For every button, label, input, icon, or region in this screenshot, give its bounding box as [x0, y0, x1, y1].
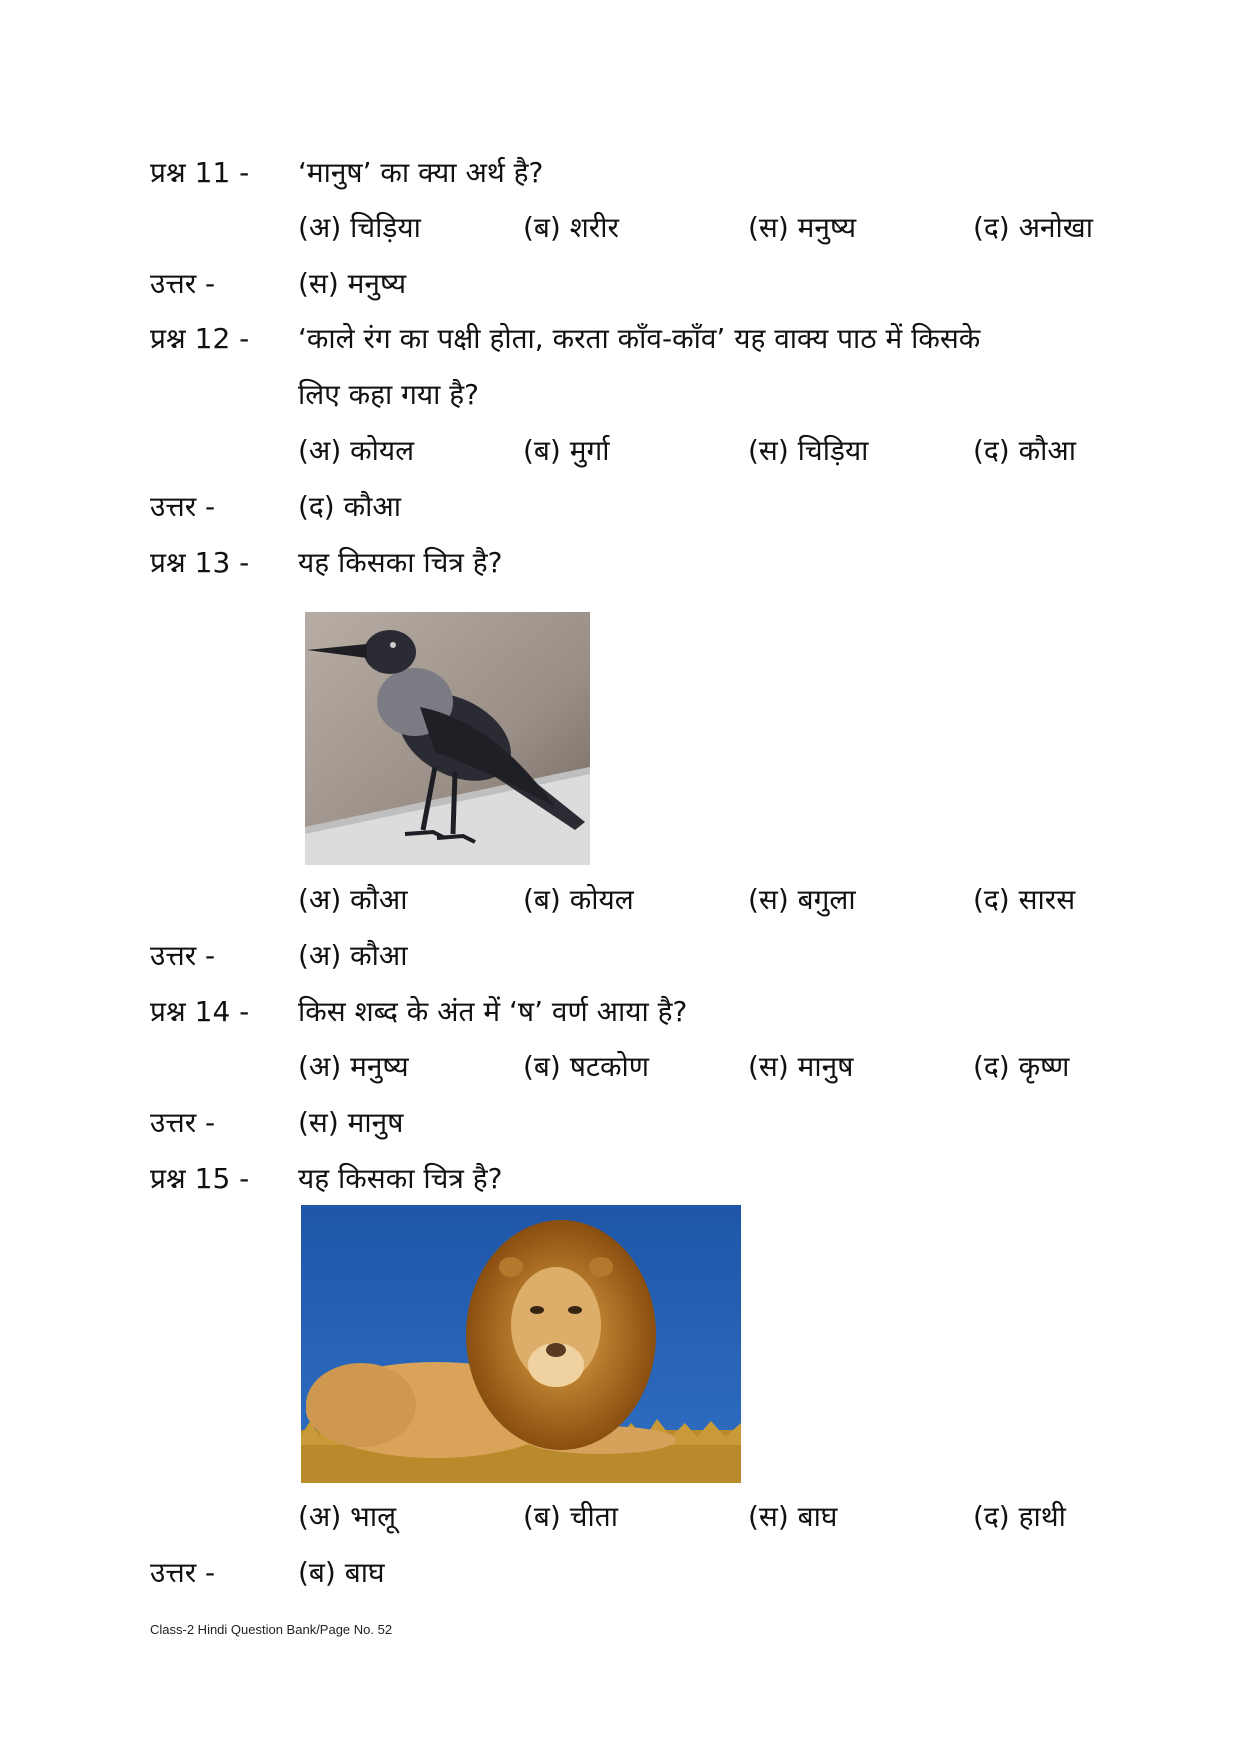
question-label: प्रश्न 12 - [150, 322, 250, 355]
page-footer: Class-2 Hindi Question Bank/Page No. 52 [150, 1622, 393, 1637]
crow-image [305, 612, 590, 865]
option-c: (स) बाघ [748, 1500, 838, 1533]
options-12 [150, 423, 1130, 479]
option-b: (ब) षटकोण [523, 1050, 650, 1083]
question-label: प्रश्न 14 - [150, 995, 250, 1028]
option-c: (स) चिड़िया [748, 434, 869, 467]
option-d: (द) सारस [973, 883, 1076, 916]
answer-label: उत्तर - [150, 1556, 216, 1589]
option-b: (ब) शरीर [523, 211, 619, 244]
question-label: प्रश्न 15 - [150, 1162, 250, 1195]
answer-15 [150, 1545, 1130, 1601]
question-text: ‘काले रंग का पक्षी होता, करता काँव-काँव’ यह वाक्य पाठ में किसके [298, 322, 981, 355]
question-text: किस शब्द के अंत में ‘ष’ वर्ण आया है? [298, 995, 688, 1028]
answer-13 [150, 928, 1130, 984]
option-a: (अ) कोयल [298, 434, 415, 467]
question-12 [150, 311, 1130, 367]
answer-label: उत्तर - [150, 939, 216, 972]
option-c: (स) मनुष्य [748, 211, 857, 244]
option-c: (स) बगुला [748, 883, 856, 916]
question-label: प्रश्न 13 - [150, 546, 250, 579]
option-b: (ब) मुर्गा [523, 434, 610, 467]
answer-text: (स) मनुष्य [298, 267, 407, 300]
options-15 [150, 1489, 1130, 1545]
question-14 [150, 984, 1130, 1040]
option-a: (अ) भालू [298, 1500, 397, 1533]
option-d: (द) अनोखा [973, 211, 1093, 244]
question-label: प्रश्न 11 - [150, 156, 250, 189]
answer-text: (ब) बाघ [298, 1556, 385, 1589]
question-13 [150, 535, 1130, 591]
question-text: यह किसका चित्र है? [298, 546, 503, 579]
option-b: (ब) कोयल [523, 883, 634, 916]
answer-label: उत्तर - [150, 490, 216, 523]
question-12-continued [150, 367, 1130, 423]
lion-photo-icon [301, 1205, 741, 1483]
option-c: (स) मानुष [748, 1050, 854, 1083]
question-15 [150, 1151, 1130, 1207]
answer-text: (अ) कौआ [298, 939, 408, 972]
option-d: (द) हाथी [973, 1500, 1066, 1533]
answer-text: (स) मानुष [298, 1106, 404, 1139]
answer-label: उत्तर - [150, 267, 216, 300]
question-text: ‘मानुष’ का क्या अर्थ है? [298, 156, 544, 189]
option-a: (अ) कौआ [298, 883, 408, 916]
crow-photo-icon [305, 612, 590, 865]
option-d: (द) कौआ [973, 434, 1076, 467]
answer-12 [150, 479, 1130, 535]
options-13 [150, 872, 1130, 928]
answer-label: उत्तर - [150, 1106, 216, 1139]
options-14 [150, 1039, 1130, 1095]
answer-11 [150, 256, 1130, 312]
answer-14 [150, 1095, 1130, 1151]
option-a: (अ) चिड़िया [298, 211, 421, 244]
lion-image [301, 1205, 741, 1483]
option-b: (ब) चीता [523, 1500, 618, 1533]
options-11 [150, 200, 1130, 256]
question-11 [150, 145, 1130, 201]
option-d: (द) कृष्ण [973, 1050, 1070, 1083]
option-a: (अ) मनुष्य [298, 1050, 409, 1083]
question-text-line-2: लिए कहा गया है? [298, 378, 480, 411]
question-text: यह किसका चित्र है? [298, 1162, 503, 1195]
answer-text: (द) कौआ [298, 490, 401, 523]
